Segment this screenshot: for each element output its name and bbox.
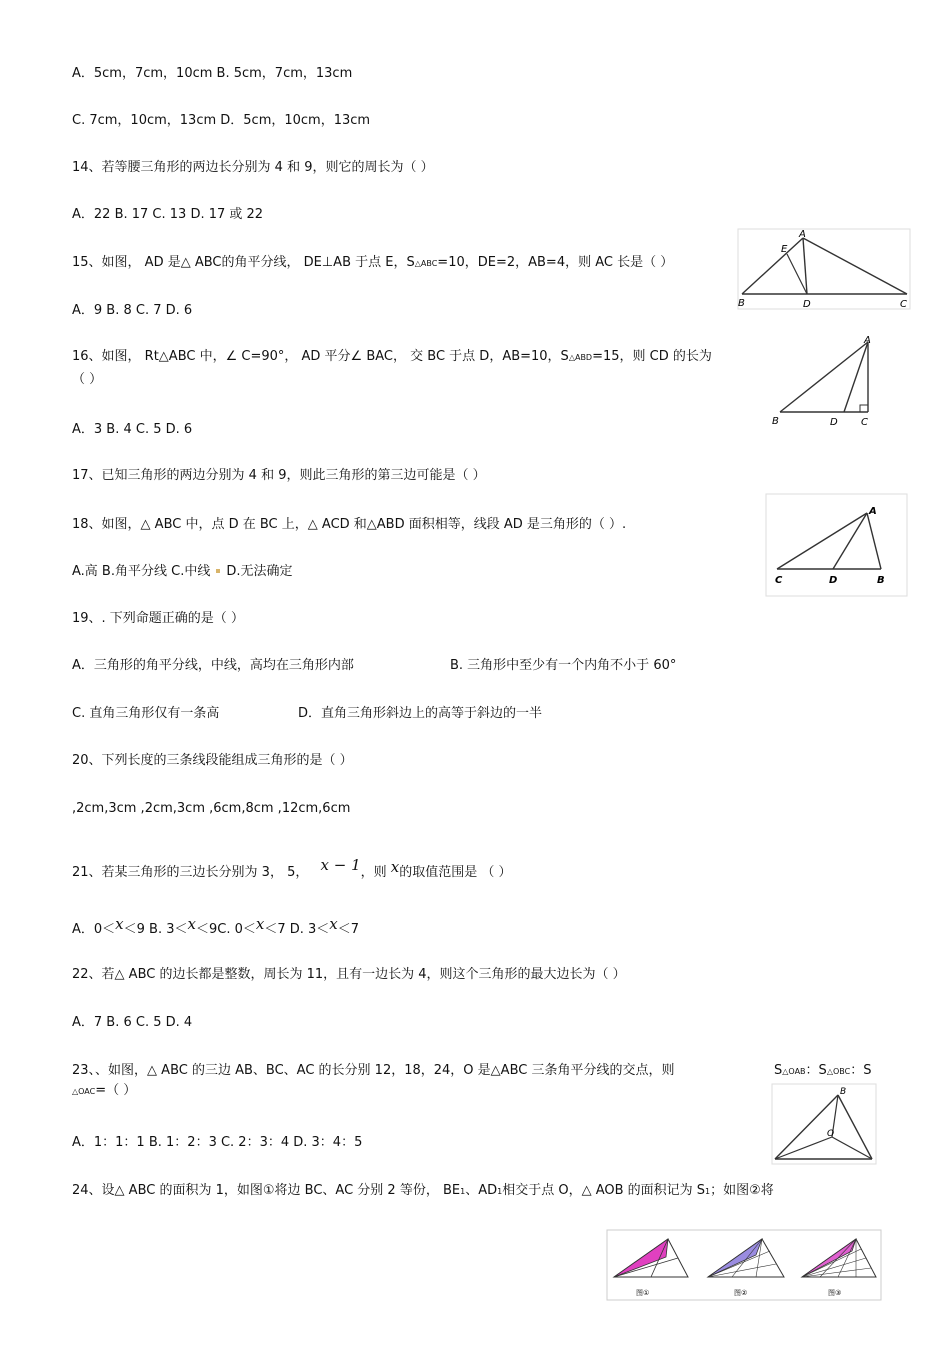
fig18-label-c: C bbox=[775, 575, 783, 586]
question-14-options: A．22 B. 17 C. 13 D. 17 或 22 bbox=[72, 207, 264, 222]
question-21-options bbox=[72, 915, 360, 939]
question-20: 20、下列长度的三条线段能组成三角形的是（ ） bbox=[72, 753, 353, 768]
figure-24-panel-2 bbox=[708, 1239, 784, 1297]
q15-subscript: △ABC bbox=[414, 259, 438, 268]
question-19: 19、. 下列命题正确的是（ ） bbox=[72, 611, 244, 626]
q21-opt-x3: x bbox=[255, 915, 265, 933]
question-23-options: A．1：1：1 B. 1：2：3 C. 2：3：4 D. 3：4：5 bbox=[72, 1135, 363, 1150]
fig18-label-d: D bbox=[829, 575, 838, 586]
q23-ratio bbox=[774, 1062, 871, 1081]
q23-sub-obc: △OBC bbox=[826, 1067, 851, 1076]
q24-sub2: 1 bbox=[497, 1187, 503, 1196]
question-21 bbox=[72, 856, 512, 882]
question-17: 17、已知三角形的两边分别为 4 和 9，则此三角形的第三边可能是（ ） bbox=[72, 468, 486, 483]
q19-option-c: C. 直角三角形仅有一条高 bbox=[72, 706, 220, 721]
q19-option-a: A．三角形的角平分线，中线，高均在三角形内部 bbox=[72, 658, 354, 673]
option-line-ab-13: A．5cm，7cm，10cm B. 5cm，7cm，13cm bbox=[72, 66, 353, 81]
question-23 bbox=[72, 1062, 872, 1080]
q16-subscript: △ABD bbox=[568, 353, 593, 362]
figure-16-right-triangle bbox=[768, 334, 880, 430]
q16-text-b: =15，则 CD 的长为 bbox=[592, 349, 712, 364]
question-16-paren: （ ） bbox=[72, 372, 103, 387]
question-18-options bbox=[72, 563, 292, 581]
question-18: 18、如图，△ ABC 中，点 D 在 BC 上，△ ACD 和△ABD 面积相等，线段 AD 是三角形的（ ）. bbox=[72, 517, 627, 532]
q24-text-b: 、AD bbox=[465, 1183, 498, 1198]
q18-options-a: A.高 B.角平分线 C.中线 bbox=[72, 564, 211, 579]
q23-sub-oac: △OAC bbox=[72, 1087, 96, 1096]
q24-text-a: 24、设△ ABC 的面积为 1，如图①将边 BC、AC 分别 2 等份， BE bbox=[72, 1183, 461, 1198]
figure-24-panel-1 bbox=[614, 1239, 688, 1297]
q15-text-a: 15、如图， AD 是△ ABC的角平分线， DE⊥AB 于点 E，S bbox=[72, 255, 415, 270]
question-23-cont bbox=[72, 1082, 136, 1101]
q23-s1: S bbox=[774, 1063, 783, 1078]
q21-expression: x − 1 bbox=[320, 856, 361, 874]
question-20-options: ,2cm,3cm ,2cm,3cm ,6cm,8cm ,12cm,6cm bbox=[72, 801, 351, 816]
q16-text-a: 16、如图， Rt△ABC 中，∠ C=90°， AD 平分∠ BAC， 交 BC 于点 D，AB=10，S bbox=[72, 349, 569, 364]
q21-opt-d: ＜7 D. 3＜ bbox=[264, 922, 330, 937]
figure-24-panel-3 bbox=[802, 1239, 876, 1297]
q21-opt-x1: x bbox=[115, 915, 124, 933]
q23-s2: ：S bbox=[805, 1063, 827, 1078]
fig18-label-b: B bbox=[877, 575, 885, 586]
q24-text-d: ；如图②将 bbox=[710, 1183, 774, 1198]
q21-opt-c: ＜9C. 0＜ bbox=[195, 922, 256, 937]
fig15-label-d: D bbox=[803, 299, 811, 310]
q21-text-b: ，则 bbox=[360, 865, 387, 880]
question-22-options: A．7 B. 6 C. 5 D. 4 bbox=[72, 1015, 193, 1030]
q21-opt-x4: x bbox=[329, 915, 338, 933]
question-16 bbox=[72, 348, 712, 367]
fig15-label-a: A bbox=[799, 229, 806, 240]
q21-text-c: 的取值范围是 （ ） bbox=[399, 865, 512, 880]
q21-variable: x bbox=[390, 858, 400, 876]
fig15-label-b: B bbox=[738, 298, 745, 309]
question-24 bbox=[72, 1182, 774, 1201]
q23-text-a: 23、、如图，△ ABC 的三边 AB、BC、AC 的长分别 12，18，24，O 是△ABC 三条角平分线的交点，则 bbox=[72, 1063, 675, 1078]
q23-sub-oab: △OAB bbox=[782, 1067, 806, 1076]
bullet-dot bbox=[216, 569, 220, 573]
figure-18-triangle bbox=[765, 493, 908, 597]
q21-opt-b: ＜9 B. 3＜ bbox=[123, 922, 188, 937]
q21-opt-a: A．0＜ bbox=[72, 922, 116, 937]
question-22: 22、若△ ABC 的边长都是整数，周长为 11，且有一边长为 4，则这个三角形的最大边长为（ ） bbox=[72, 967, 626, 982]
q24-sub3: 1 bbox=[705, 1187, 711, 1196]
fig23-label-o: O bbox=[827, 1129, 835, 1139]
q21-text-a: 21、若某三角形的三边长分别为 3， 5， bbox=[72, 865, 309, 880]
q24-sub1: 1 bbox=[460, 1187, 466, 1196]
q21-opt-e: ＜7 bbox=[337, 922, 360, 937]
option-line-cd-13: C. 7cm，10cm，13cm D．5cm，10cm，13cm bbox=[72, 113, 371, 128]
fig24-caption-2: 图② bbox=[734, 1289, 748, 1297]
q23-text-b: =（ ） bbox=[95, 1083, 137, 1098]
question-19-options-cd bbox=[72, 705, 543, 723]
fig23-label-b: B bbox=[840, 1087, 847, 1097]
figure-23-triangle bbox=[770, 1083, 878, 1165]
question-15 bbox=[72, 254, 673, 273]
question-14: 14、若等腰三角形的两边长分别为 4 和 9，则它的周长为（ ） bbox=[72, 160, 434, 175]
fig15-label-c: C bbox=[900, 299, 907, 310]
q23-s3: ：S bbox=[850, 1063, 872, 1078]
question-16-options: A．3 B. 4 C. 5 D. 6 bbox=[72, 422, 193, 437]
fig16-label-d: D bbox=[830, 417, 838, 428]
fig16-label-c: C bbox=[861, 417, 868, 428]
fig24-caption-3: 图③ bbox=[828, 1289, 842, 1297]
fig15-label-e: E bbox=[781, 244, 788, 255]
fig16-label-b: B bbox=[772, 416, 779, 427]
q18-options-b: D.无法确定 bbox=[226, 564, 293, 579]
q19-option-d: D．直角三角形斜边上的高等于斜边的一半 bbox=[298, 706, 543, 721]
q21-opt-x2: x bbox=[187, 915, 196, 933]
q15-text-b: =10，DE=2，AB=4，则 AC 长是（ ） bbox=[437, 255, 674, 270]
question-15-options: A．9 B. 8 C. 7 D. 6 bbox=[72, 303, 193, 318]
fig16-label-a: A bbox=[864, 335, 871, 346]
figure-15-triangle bbox=[735, 228, 913, 312]
figure-24-panels bbox=[606, 1229, 882, 1301]
question-19-options-ab bbox=[72, 657, 677, 675]
fig18-label-a: A bbox=[869, 506, 877, 517]
q19-option-b: B. 三角形中至少有一个内角不小于 60° bbox=[450, 658, 677, 673]
q24-text-c: 相交于点 O，△ AOB 的面积记为 S bbox=[502, 1183, 706, 1198]
fig24-caption-1: 图① bbox=[636, 1289, 650, 1297]
